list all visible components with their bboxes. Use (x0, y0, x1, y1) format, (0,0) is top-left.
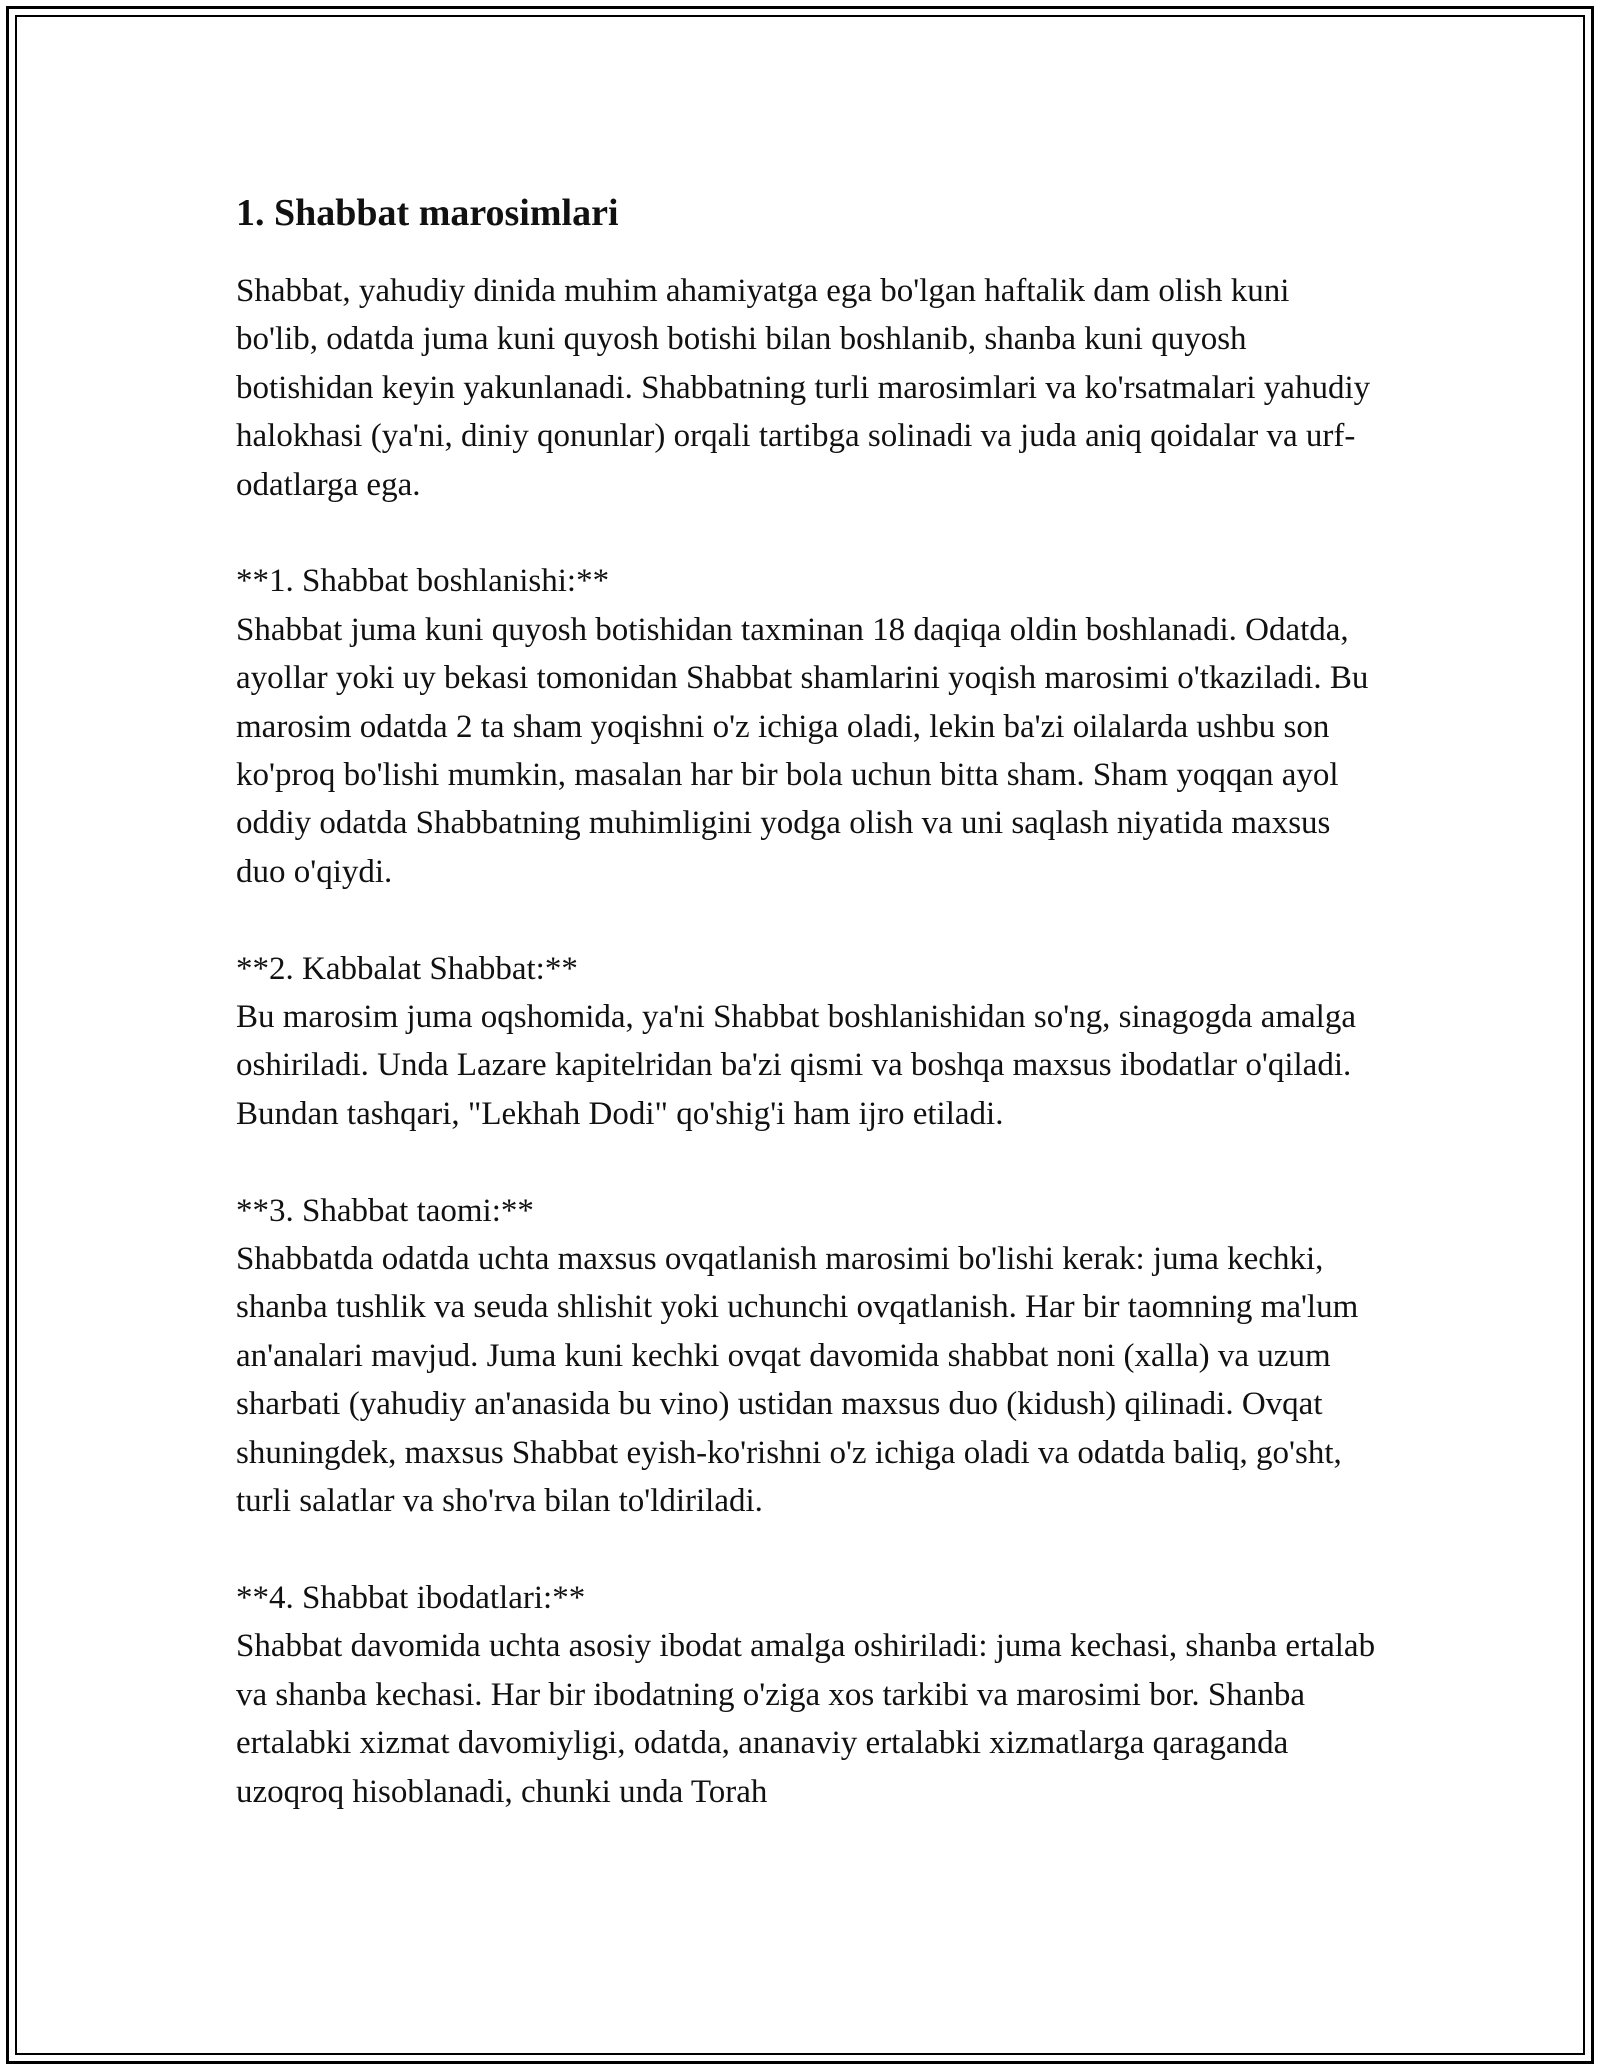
section-3-title: **3. Shabbat taomi:** (236, 1192, 534, 1229)
section-2 (236, 945, 1376, 1139)
section-3-body: Shabbatda odatda uchta maxsus ovqatlanish marosimi bo'lishi kerak: juma kechki, shanba tushlik va seuda shlishit yoki uchunchi ovqatlanish. Har bir taomning ma'lum an'analari mavjud. Juma kuni kechki ovqat davomida shabbat noni (xalla) va uzum sharbati (yahudiy an'anasida bu vino) ustidan maxsus duo (kidush) qilinadi. Ovqat shuningdek, maxsus Shabbat eyish-ko'rishni o'z ichiga oladi va odatda baliq, go'sht, turli salatlar va sho'rva bilan to'ldiriladi. (236, 1241, 1359, 1520)
section-1-body: Shabbat juma kuni quyosh botishidan taxminan 18 daqiqa oldin boshlanadi. Odatda, ayollar yoki uy bekasi tomonidan Shabbat shamlarini yoqish marosimi o'tkaziladi. Bu marosim odatda 2 ta sham yoqishni o'z ichiga oladi, lekin ba'zi oilalarda ushbu son ko'proq bo'lishi mumkin, masalan har bir bola uchun bitta sham. Sham yoqqan ayol oddiy odatda Shabbatning muhimligini yodga olish va uni saqlash niyatida maxsus duo o'qiydi. (236, 611, 1369, 890)
section-1-title: **1. Shabbat boshlanishi:** (236, 563, 610, 600)
section-2-body: Bu marosim juma oqshomida, ya'ni Shabbat boshlanishidan so'ng, sinagogda amalga oshiriladi. Unda Lazare kapitelridan ba'zi qismi va boshqa maxsus ibodatlar o'qiladi. Bundan tashqari, "Lekhah Dodi" qo'shig'i ham ijro etiladi. (236, 999, 1356, 1132)
document-heading: 1. Shabbat marosimlari (236, 192, 619, 234)
document-body (236, 185, 1376, 1864)
section-4-title: **4. Shabbat ibodatlari:** (236, 1579, 586, 1616)
section-1 (236, 557, 1376, 896)
section-4-body: Shabbat davomida uchta asosiy ibodat amalga oshiriladi: juma kechasi, shanba ertalab va shanba kechasi. Har bir ibodatning o'ziga xos tarkibi va marosimi bor. Shanba ertalabki xizmat davomiyligi, odatda, ananaviy ertalabki xizmatlarga qaraganda uzoqroq hisoblanadi, chunki unda Torah (236, 1628, 1376, 1810)
intro-paragraph: Shabbat, yahudiy dinida muhim ahamiyatga ega bo'lgan haftalik dam olish kuni bo'lib, odatda juma kuni quyosh botishi bilan boshlanib, shanba kuni quyosh botishidan keyin yakunlanadi. Shabbatning turli marosimlari va ko'rsatmalari yahudiy halokhasi (ya'ni, diniy qonunlar) orqali tartibga solinadi va juda aniq qoidalar va urf-odatlarga ega. (236, 273, 1371, 503)
section-2-title: **2. Kabbalat Shabbat:** (236, 950, 578, 987)
section-3 (236, 1187, 1376, 1526)
section-4 (236, 1574, 1376, 1816)
